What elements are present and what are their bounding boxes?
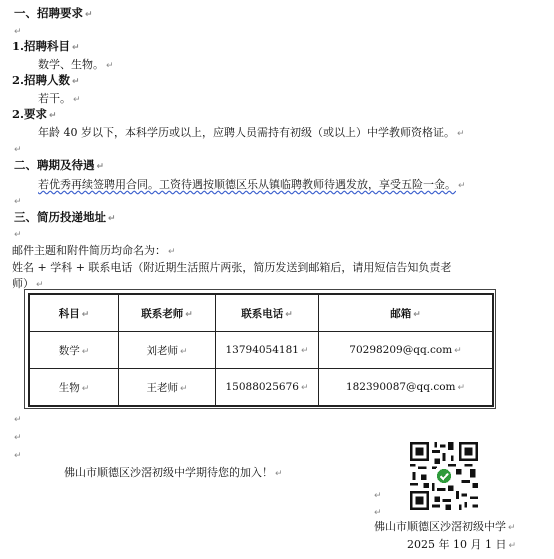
section-3-title: 三、简历投递地址 ↵ bbox=[14, 210, 116, 224]
section-1-title: 一、招聘要求 ↵ bbox=[14, 6, 93, 20]
table-header-row bbox=[29, 294, 493, 332]
paragraph-mark: ↵ bbox=[14, 230, 22, 240]
table-row bbox=[29, 369, 493, 407]
section-2-title: 二、聘期及待遇 ↵ bbox=[14, 158, 105, 172]
header-phone: 联系电话 ↵ bbox=[216, 294, 319, 332]
paragraph-mark: ↵ bbox=[14, 145, 22, 155]
paragraph-mark: ↵ bbox=[374, 508, 382, 518]
item-2-title: 2.招聘人数 ↵ bbox=[12, 73, 80, 87]
section-2-text: 若优秀再续签聘用合同。工资待遇按顺德区乐从镇临聘教师待遇发放，享受五险一金。 ↵ bbox=[38, 178, 466, 191]
paragraph-mark: ↵ bbox=[14, 451, 22, 461]
section-3-line-3: 师） ↵ bbox=[12, 277, 44, 290]
table-row bbox=[29, 332, 493, 369]
header-email: 邮箱 ↵ bbox=[319, 294, 494, 332]
paragraph-mark: ↵ bbox=[374, 491, 382, 501]
header-subject: 科目 ↵ bbox=[29, 294, 119, 332]
item-1-title: 1.招聘科目 ↵ bbox=[12, 39, 80, 53]
paragraph-mark: ↵ bbox=[14, 27, 22, 37]
section-3-line-1: 邮件主题和附件简历均命名为： ↵ bbox=[12, 244, 176, 257]
cell-email[interactable]: 70298209@qq.com ↵ bbox=[319, 332, 494, 369]
paragraph-mark: ↵ bbox=[14, 433, 22, 443]
school-name: 佛山市顺德区沙滘初级中学 ↵ bbox=[374, 520, 516, 533]
item-3-title: 2.要求 ↵ bbox=[12, 107, 57, 121]
contact-table bbox=[28, 293, 494, 407]
item-3-text: 年龄 40 岁以下，本科学历或以上，应聘人员需持有初级（或以上）中学教师资格证。 ↵ bbox=[38, 126, 465, 139]
paragraph-mark: ↵ bbox=[14, 197, 22, 207]
qr-code-icon bbox=[410, 442, 478, 510]
signature-date: 2025 年 10 月 1 日 ↵ bbox=[407, 538, 517, 551]
cell-subject: 生物 ↵ bbox=[29, 369, 119, 407]
cell-phone: 13794054181 ↵ bbox=[216, 332, 319, 369]
item-2-text: 若干。 ↵ bbox=[38, 92, 81, 105]
paragraph-mark: ↵ bbox=[14, 415, 22, 425]
cell-teacher: 刘老师 ↵ bbox=[119, 332, 216, 369]
cell-teacher: 王老师 ↵ bbox=[119, 369, 216, 407]
cell-email[interactable]: 182390087@qq.com ↵ bbox=[319, 369, 494, 407]
welcome-text: 佛山市顺德区沙滘初级中学期待您的加入！ ↵ bbox=[64, 466, 283, 479]
cell-subject: 数学 ↵ bbox=[29, 332, 119, 369]
section-3-line-2: 姓名 + 学科 + 联系电话（附近期生活照片两张，简历发送到邮箱后，请用短信告知负责老 bbox=[12, 261, 452, 274]
cell-phone: 15088025676 ↵ bbox=[216, 369, 319, 407]
item-1-text: 数学、生物。 ↵ bbox=[38, 58, 114, 71]
header-teacher: 联系老师 ↵ bbox=[119, 294, 216, 332]
